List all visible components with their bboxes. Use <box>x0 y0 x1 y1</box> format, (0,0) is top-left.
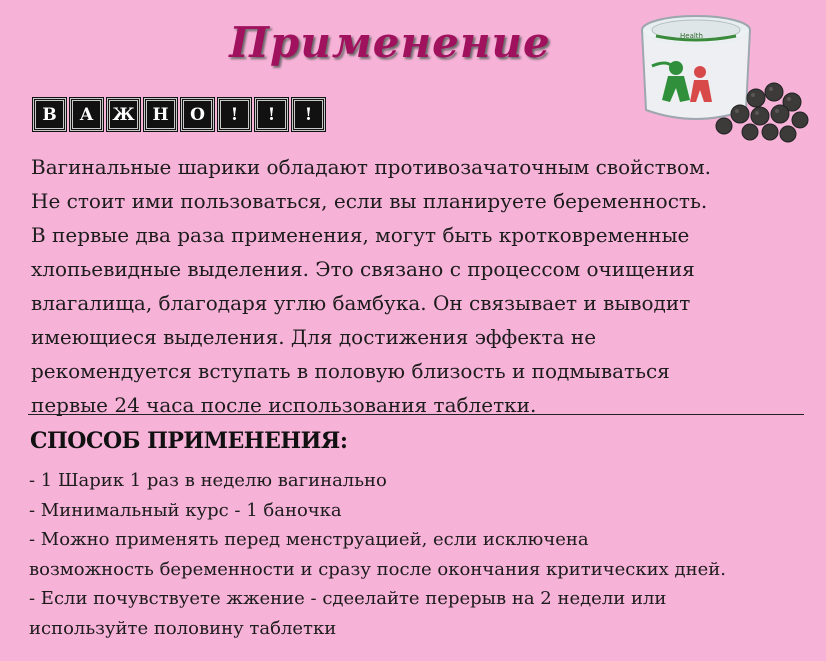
important-letter-tile: ! <box>255 98 288 131</box>
paragraph-line: В первые два раза применения, могут быть кротковременные <box>31 223 690 247</box>
warning-paragraph <box>31 150 801 422</box>
method-heading: СПОСОБ ПРИМЕНЕНИЯ: <box>30 428 348 454</box>
important-letter-tile: ! <box>292 98 325 131</box>
important-letter-tile: Н <box>144 98 177 131</box>
paragraph-line: влагалища, благодаря углю бамбука. Он связывает и выводит <box>31 291 691 315</box>
paragraph-line: Не стоит ими пользоваться, если вы планируете беременность. <box>31 189 708 213</box>
method-line: - 1 Шарик 1 раз в неделю вагинально <box>29 470 387 491</box>
section-divider <box>28 414 804 415</box>
product-jar-with-balls-image <box>636 10 814 150</box>
important-letter-tile: О <box>181 98 214 131</box>
method-line: возможность беременности и сразу после окончания критических дней. <box>29 558 726 580</box>
method-line: - Минимальный курс - 1 баночка <box>29 499 342 521</box>
important-letter-tile: А <box>70 98 103 131</box>
paragraph-line: Вагинальные шарики обладают противозачаточным свойством. <box>31 155 711 179</box>
method-line: - Можно применять перед менструацией, если исключена <box>29 529 589 550</box>
important-letter-tile: В <box>33 98 66 131</box>
paragraph-line: рекомендуется вступать в половую близость и подмываться <box>31 359 670 383</box>
page-title: Применение <box>229 18 551 67</box>
important-letter-tile: ! <box>218 98 251 131</box>
paragraph-line: первые 24 часа после использования таблетки. <box>31 393 537 417</box>
important-letter-tile: Ж <box>107 98 140 131</box>
method-line: - Если почувствуете жжение - сдеелайте перерыв на 2 недели или <box>29 588 667 609</box>
paragraph-line: хлопьевидные выделения. Это связано с процессом очищения <box>31 257 695 281</box>
method-list <box>29 466 809 643</box>
important-banner <box>33 98 325 131</box>
method-line: используйте половину таблетки <box>29 617 337 639</box>
svg-text:Health: Health <box>680 32 703 40</box>
paragraph-line: имеющиеся выделения. Для достижения эффекта не <box>31 325 597 349</box>
